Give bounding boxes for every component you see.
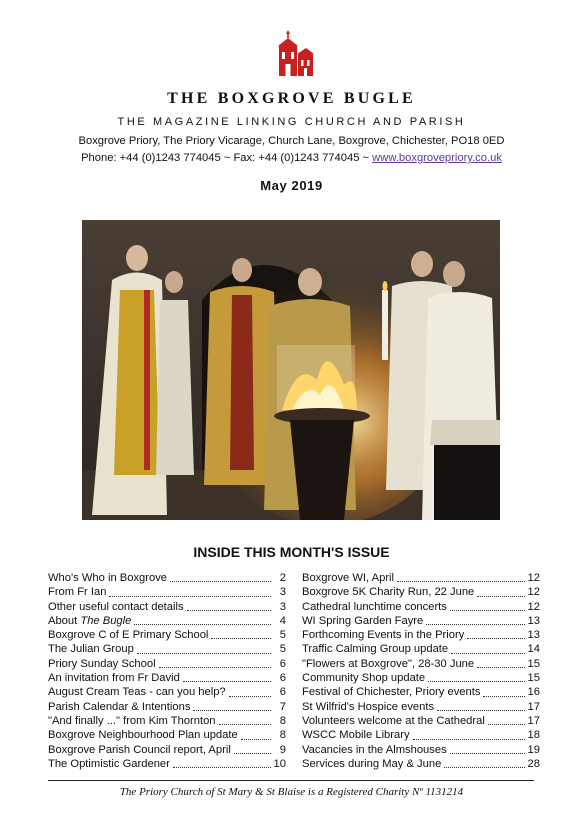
contents-item: From Fr Ian 3 bbox=[48, 586, 286, 599]
contents-item: The Optimistic Gardener 10 bbox=[48, 757, 286, 770]
cover-photo bbox=[82, 220, 500, 520]
phone-fax-text: Phone: +44 (0)1243 774045 ~ Fax: +44 (0)1243 774045 ~ bbox=[81, 152, 370, 164]
contents-item: Festival of Chichester, Priory events 16 bbox=[302, 686, 540, 699]
contents-list-right bbox=[302, 571, 540, 771]
contents-item: Who's Who in Boxgrove 2 bbox=[48, 572, 286, 584]
contents-item: WSCC Mobile Library 18 bbox=[302, 729, 540, 742]
contents-item: Forthcoming Events in the Priory 13 bbox=[302, 629, 540, 642]
contents-item: Boxgrove 5K Charity Run, 22 June 12 bbox=[302, 586, 540, 599]
contents-item: An invitation from Fr David 6 bbox=[48, 672, 286, 685]
contents-item: Boxgrove WI, April 12 bbox=[302, 572, 540, 584]
contents-item: Parish Calendar & Intentions 7 bbox=[48, 700, 286, 713]
contents-list-left bbox=[48, 571, 286, 771]
contents-item: Cathedral lunchtime concerts 12 bbox=[302, 600, 540, 613]
contents-item: WI Spring Garden Fayre 13 bbox=[302, 614, 540, 627]
priory-logo-icon bbox=[266, 30, 316, 78]
contents-item: Boxgrove C of E Primary School 5 bbox=[48, 629, 286, 642]
contents-item: About The Bugle 4 bbox=[48, 614, 286, 627]
contents-item: "And finally ..." from Kim Thornton 8 bbox=[48, 714, 286, 727]
issue-date: May 2019 bbox=[260, 178, 323, 193]
contents-heading: INSIDE THIS MONTH'S ISSUE bbox=[193, 544, 390, 560]
contents-item: August Cream Teas - can you help? 6 bbox=[48, 686, 286, 699]
footer-divider bbox=[48, 780, 534, 781]
contents-item: Vacancies in the Almshouses 19 bbox=[302, 743, 540, 756]
contents-item: "Flowers at Boxgrove", 28-30 June 15 bbox=[302, 657, 540, 670]
contents-item: St Wilfrid's Hospice events 17 bbox=[302, 700, 540, 713]
contact-line bbox=[0, 152, 583, 164]
address-line: Boxgrove Priory, The Priory Vicarage, Church Lane, Boxgrove, Chichester, PO18 0ED bbox=[78, 135, 505, 147]
magazine-title: THE BOXGROVE BUGLE bbox=[167, 90, 416, 107]
contents-item: The Julian Group 5 bbox=[48, 643, 286, 656]
contents-item: Traffic Calming Group update 14 bbox=[302, 643, 540, 656]
contents-item: Boxgrove Neighbourhood Plan update 8 bbox=[48, 729, 286, 742]
website-link[interactable]: www.boxgrovepriory.co.uk bbox=[372, 152, 502, 164]
contents-item: Boxgrove Parish Council report, April 9 bbox=[48, 743, 286, 756]
contents-item: Other useful contact details 3 bbox=[48, 600, 286, 613]
contents-item: Community Shop update 15 bbox=[302, 672, 540, 685]
charity-footer: The Priory Church of St Mary & St Blaise is a Registered Charity Nº 1131214 bbox=[119, 786, 464, 798]
magazine-subtitle: THE MAGAZINE LINKING CHURCH AND PARISH bbox=[117, 116, 466, 128]
contents-item: Volunteers welcome at the Cathedral 17 bbox=[302, 714, 540, 727]
contents-item: Services during May & June 28 bbox=[302, 757, 540, 770]
contents-item: Priory Sunday School 6 bbox=[48, 657, 286, 670]
